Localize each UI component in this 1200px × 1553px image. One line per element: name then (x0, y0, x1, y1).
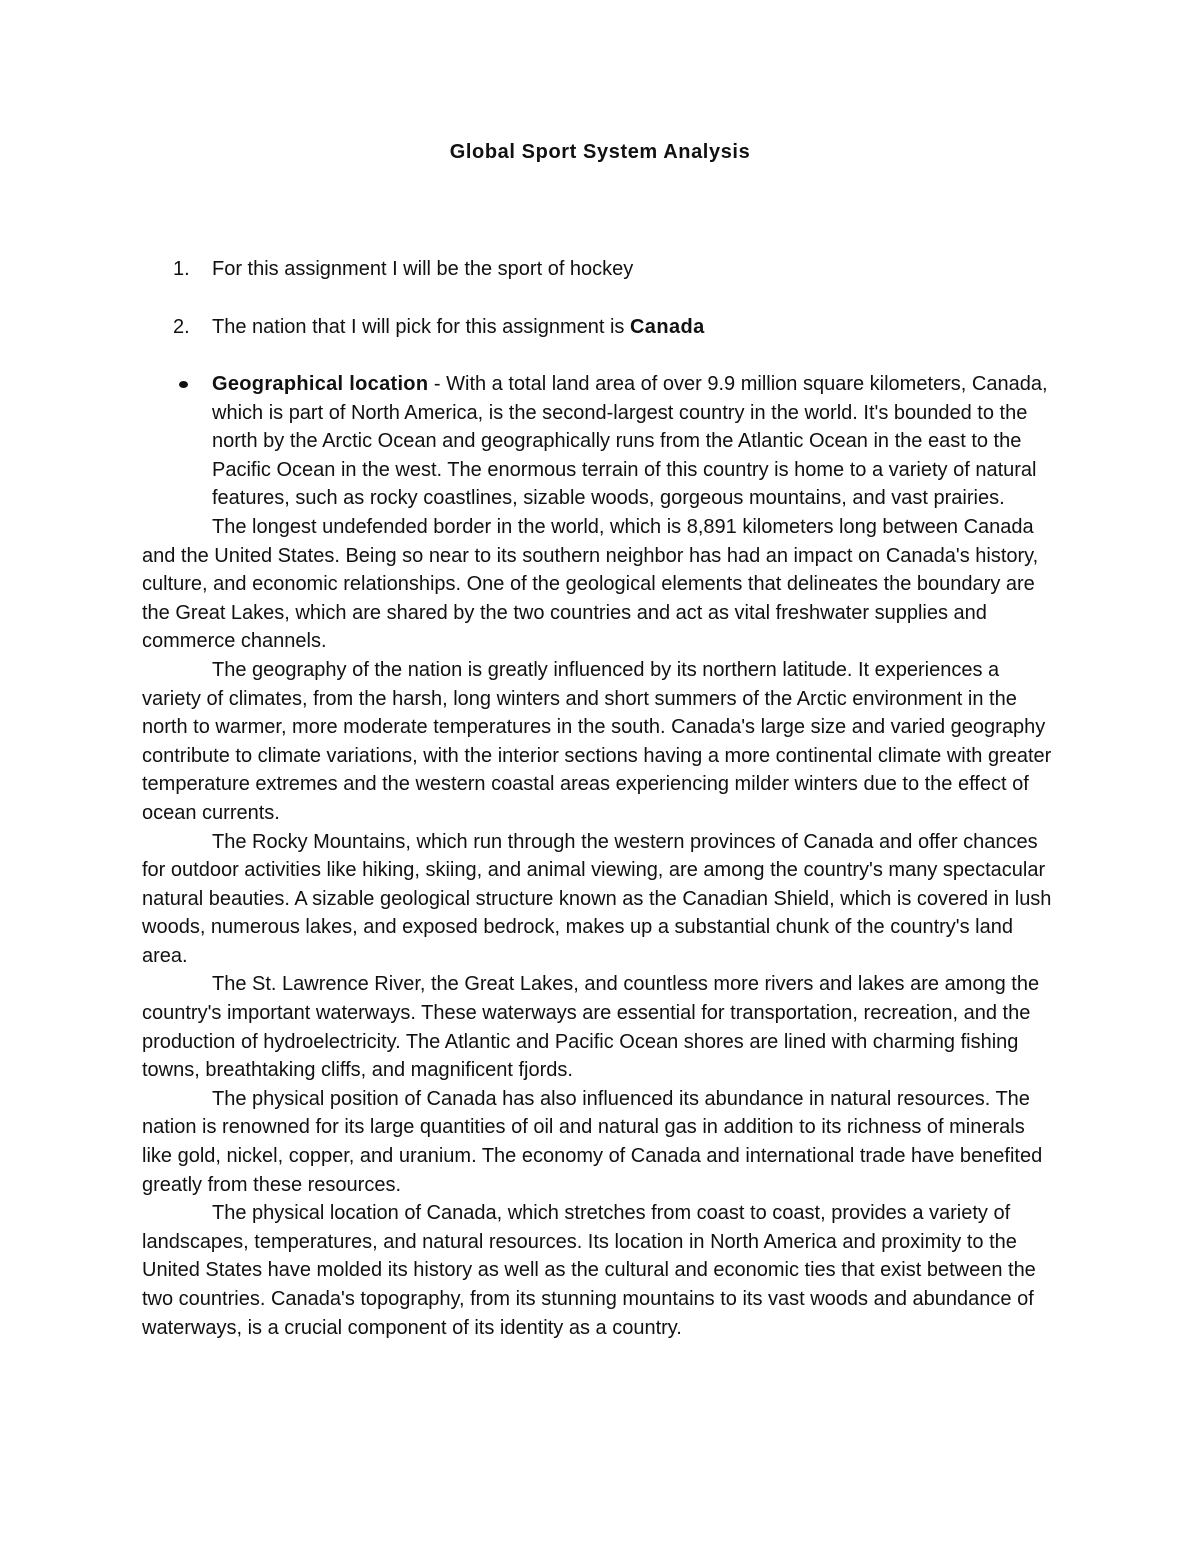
body-paragraph-6: The physical location of Canada, which stretches from coast to coast, provides a variety of landscapes, temperatures, and natural resources. Its location in North America and proximity to the United States have molded its history as well as the cultural and economic ties that exist between the two countries. Canada's topography, from its stunning mountains to its vast woods and abundance of waterways, is a crucial component of its identity as a country. (142, 1202, 1036, 1339)
geography-section (142, 370, 1062, 1342)
bullet-label: Geographical location (212, 373, 429, 395)
bullet-paragraph (212, 370, 1062, 513)
list-item-text-plain: The nation that I will pick for this assignment is (212, 316, 630, 338)
bullet-text: - With a total land area of over 9.9 million square kilometers, Canada, which is part of North America, is the second-largest country in the world. It's bounded to the north by the Arctic Ocean and geographically runs from the Atlantic Ocean in the east to the Pacific Ocean in the west. The enormous terrain of this country is home to a variety of natural features, such as rocky coastlines, sizable woods, gorgeous mountains, and vast prairies. (212, 373, 1048, 510)
list-item-number: 1. (173, 258, 190, 280)
list-item-text (212, 255, 633, 284)
list-item-text (212, 313, 705, 342)
body-paragraph-5: The physical position of Canada has also influenced its abundance in natural resources. The nation is renowned for its large quantities of oil and natural gas in addition to its richness of minerals like gold, nickel, copper, and uranium. The economy of Canada and international trade have benefited greatly from these resources. (142, 1087, 1043, 1196)
body-paragraph-3: The Rocky Mountains, which run through the western provinces of Canada and offer chances for outdoor activities like hiking, skiing, and animal viewing, are among the country's many spectacular natural beauties. A sizable geological structure known as the Canadian Shield, which is covered in lush woods, numerous lakes, and exposed bedrock, makes up a substantial chunk of the country's land area. (142, 830, 1052, 967)
list-item-text-bold: Canada (629, 316, 705, 338)
bullet-icon (179, 381, 188, 388)
body-paragraph-4: The St. Lawrence River, the Great Lakes, and countless more rivers and lakes are among the country's important waterways. These waterways are essential for transportation, recreation, and the production of hydroelectricity. The Atlantic and Pacific Ocean shores are lined with charming fishing towns, breathtaking cliffs, and magnificent fjords. (142, 973, 1040, 1082)
list-item-number: 2. (173, 316, 190, 338)
list-item-text-plain: For this assignment I will be the sport of hockey (212, 258, 634, 280)
document-title: Global Sport System Analysis (449, 141, 751, 163)
body-paragraph-2: The geography of the nation is greatly influenced by its northern latitude. It experiences a variety of climates, from the harsh, long winters and short summers of the Arctic environment in the north to warmer, more moderate temperatures in the south. Canada's large size and varied geography contribute to climate variations, with the interior sections having a more continental climate with greater temperature extremes and the western coastal areas experiencing milder winters due to the effect of ocean currents. (142, 658, 1052, 824)
body-paragraph-1: The longest undefended border in the world, which is 8,891 kilometers long between Canada and the United States. Being so near to its southern neighbor has had an impact on Canada's history, culture, and economic relationships. One of the geological elements that delineates the boundary are the Great Lakes, which are shared by the two countries and act as vital freshwater supplies and commerce channels. (142, 515, 1039, 653)
